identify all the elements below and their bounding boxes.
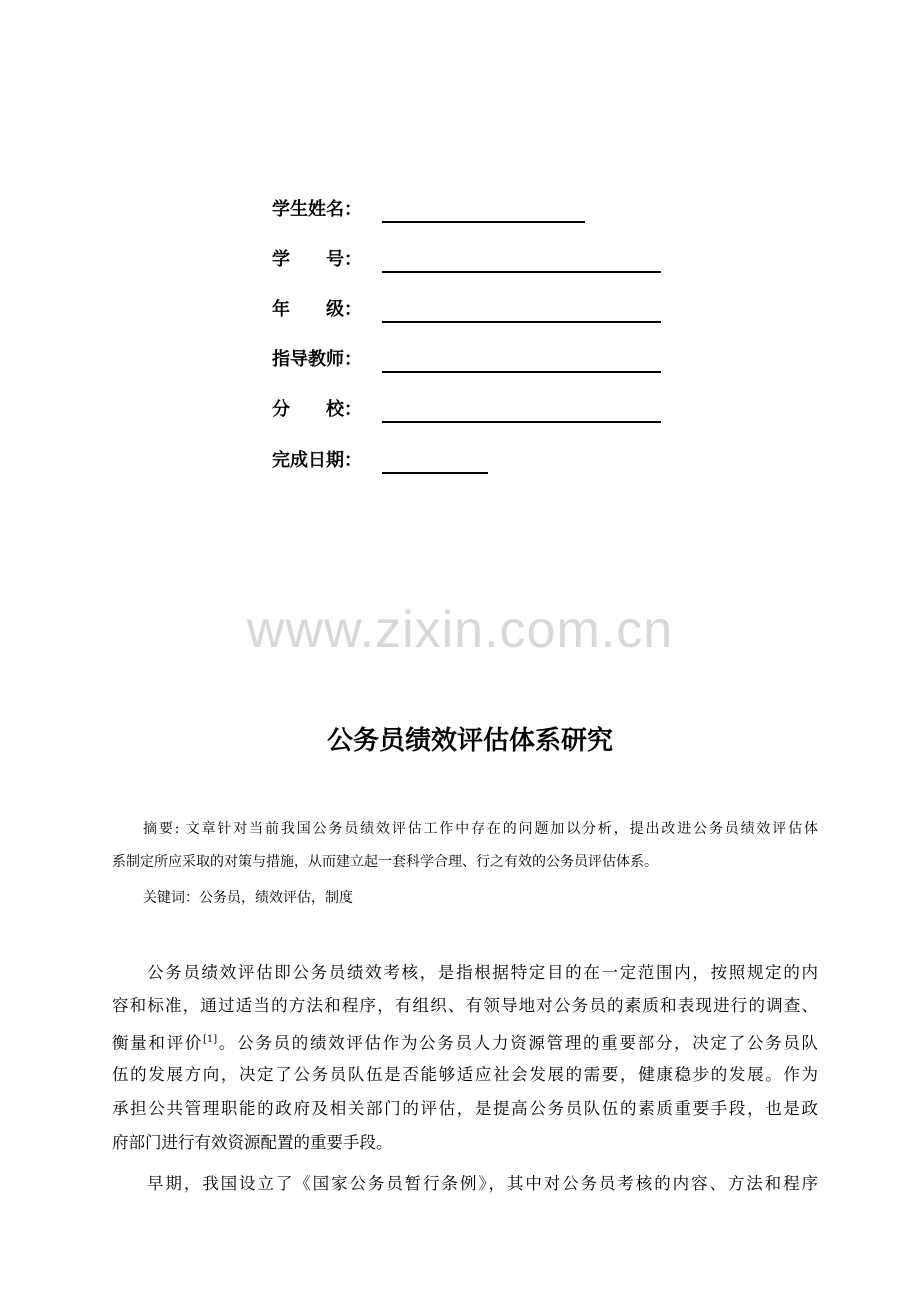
form-blank-line xyxy=(382,399,661,423)
watermark: www.zixin.com.cn xyxy=(246,601,674,659)
form-blank-line xyxy=(382,199,585,223)
form-row-advisor xyxy=(272,347,661,373)
form-blank-line xyxy=(382,450,488,474)
form-label: 指导教师： xyxy=(272,349,362,370)
citation[interactable]: [1] xyxy=(203,1034,218,1045)
abstract-line: 系制定所应采取的对策与措施，从而建立起一套科学合理、行之有效的公务员评估体系。 xyxy=(112,854,658,870)
form-row-campus xyxy=(272,397,661,423)
form-blank-line xyxy=(382,349,661,373)
keywords: 关键词：公务员，绩效评估，制度 xyxy=(143,890,353,906)
body-line-with-citation xyxy=(112,1029,818,1055)
body-line: 公务员绩效评估即公务员绩效考核，是指根据特定目的在一定范围内，按照规定的内 xyxy=(147,963,818,982)
body-line: 伍的发展方向，决定了公务员队伍是否能够适应社会发展的需要，健康稳步的发展。作为 xyxy=(112,1065,818,1084)
form-label: 学 号： xyxy=(272,249,362,270)
form-label: 完成日期： xyxy=(272,450,362,471)
form-label: 学生姓名： xyxy=(272,199,362,220)
form-blank-line xyxy=(382,299,661,323)
form-label: 分 校： xyxy=(272,399,362,420)
body-text: 。公务员的绩效评估作为公务员人力资源管理的重要部分，决定了公务员队 xyxy=(217,1033,819,1053)
form-row-grade xyxy=(272,297,661,323)
body-line: 承担公共管理职能的政府及相关部门的评估，是提高公务员队伍的素质重要手段，也是政 xyxy=(112,1099,818,1118)
form-row-id xyxy=(272,247,661,273)
body-line: 府部门进行有效资源配置的重要手段。 xyxy=(112,1133,393,1152)
form-blank-line xyxy=(382,249,661,273)
form-row-date xyxy=(272,448,488,474)
body-line: 早期，我国设立了《国家公务员暂行条例》，其中对公务员考核的内容、方法和程序 xyxy=(147,1174,818,1193)
body-line: 容和标准，通过适当的方法和程序，有组织、有领导地对公务员的素质和表现进行的调查、 xyxy=(112,996,818,1015)
body-text: 衡量和评价 xyxy=(112,1033,204,1053)
document-title: 公务员绩效评估体系研究 xyxy=(326,726,613,756)
form-row-name xyxy=(272,197,585,223)
abstract-line: 摘要: 文章针对当前我国公务员绩效评估工作中存在的问题加以分析，提出改进公务员绩效评估体 xyxy=(143,821,818,837)
form-label: 年 级： xyxy=(272,299,362,320)
